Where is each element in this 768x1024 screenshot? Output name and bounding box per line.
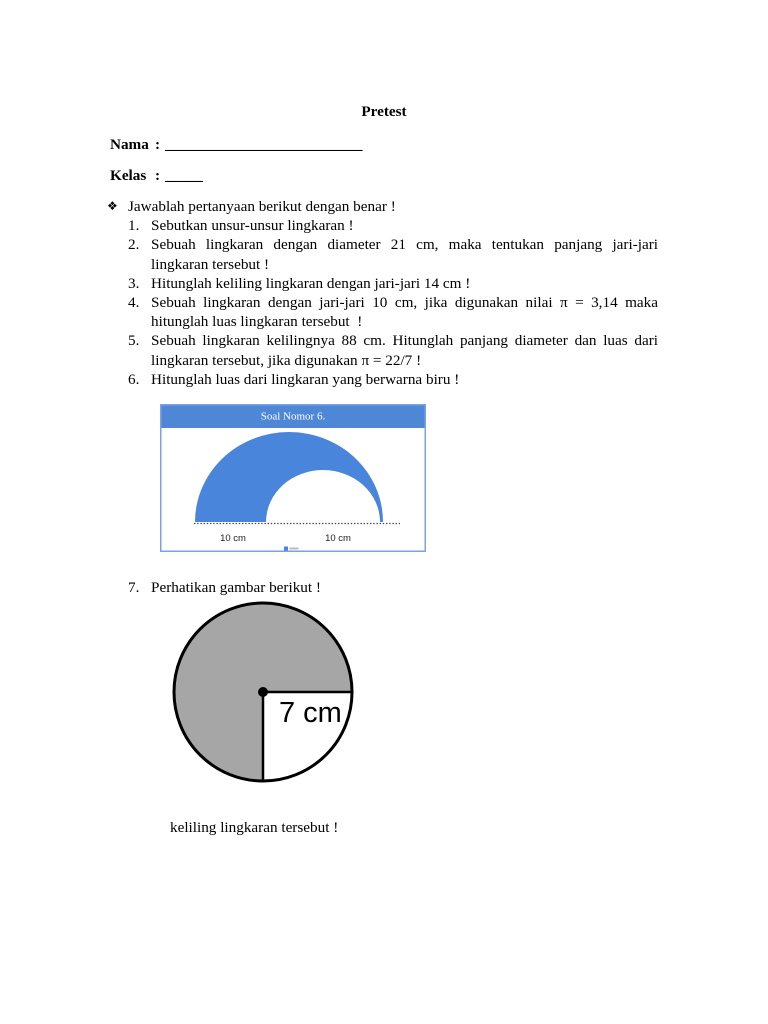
page-title: Pretest [361, 103, 407, 120]
question-item [107, 274, 658, 293]
question-number: 2. [128, 236, 140, 254]
question-text: hitunglah luas lingkaran tersebut ! [151, 313, 363, 331]
length-label-right: 10 cm [325, 533, 351, 544]
instruction-text: Jawablah pertanyaan berikut dengan benar ! [128, 198, 396, 215]
figure-question-6 [160, 404, 426, 552]
name-blank: __________________________ [165, 135, 363, 153]
closing-text: keliling lingkaran tersebut ! [170, 819, 339, 836]
name-separator: : [155, 135, 161, 153]
figure-question-7 [166, 598, 366, 788]
question-number: 4. [128, 294, 140, 311]
class-blank: _____ [165, 166, 203, 184]
question-list [107, 197, 658, 389]
question-text: Hitunglah luas dari lingkaran yang berwarna biru ! [151, 370, 460, 388]
diamond-bullet-icon: ❖ [107, 199, 118, 213]
question-number: 3. [128, 274, 140, 292]
question-item [107, 293, 658, 331]
question-item [107, 216, 658, 235]
length-label-left: 10 cm [220, 533, 246, 544]
question-text: Hitunglah keliling lingkaran dengan jari-jari 14 cm ! [151, 274, 471, 292]
name-label: Nama [110, 135, 149, 153]
question-text: Sebuah lingkaran dengan jari-jari 10 cm, jika digunakan nilai π = 3,14 maka [151, 294, 658, 311]
question-text: Sebutkan unsur-unsur lingkaran ! [151, 217, 354, 235]
question-item [107, 370, 658, 389]
center-dot [258, 687, 268, 697]
watermark-logo-bar [290, 548, 299, 550]
question-number: 5. [128, 332, 140, 350]
instruction [107, 197, 658, 216]
question-item [107, 235, 658, 273]
question-number: 7. [128, 579, 140, 596]
question-item [107, 331, 658, 369]
question-text: lingkaran tersebut, jika digunakan π = 22/7 ! [151, 351, 422, 369]
question-number: 1. [128, 217, 140, 235]
question-text: Perhatikan gambar berikut ! [151, 579, 321, 596]
radius-label: 7 cm [279, 697, 342, 729]
question-text: Sebuah lingkaran kelilingnya 88 cm. Hitunglah panjang diameter dan luas dari [151, 332, 658, 350]
class-label: Kelas [110, 166, 147, 184]
class-separator: : [155, 166, 161, 184]
question-text: lingkaran tersebut ! [151, 255, 270, 273]
watermark-logo-mark [284, 547, 288, 551]
question-number: 6. [128, 370, 140, 388]
question-text: Sebuah lingkaran dengan diameter 21 cm, maka tentukan panjang jari-jari [151, 236, 658, 254]
figure-header-title: Soal Nomor 6. [260, 410, 326, 423]
